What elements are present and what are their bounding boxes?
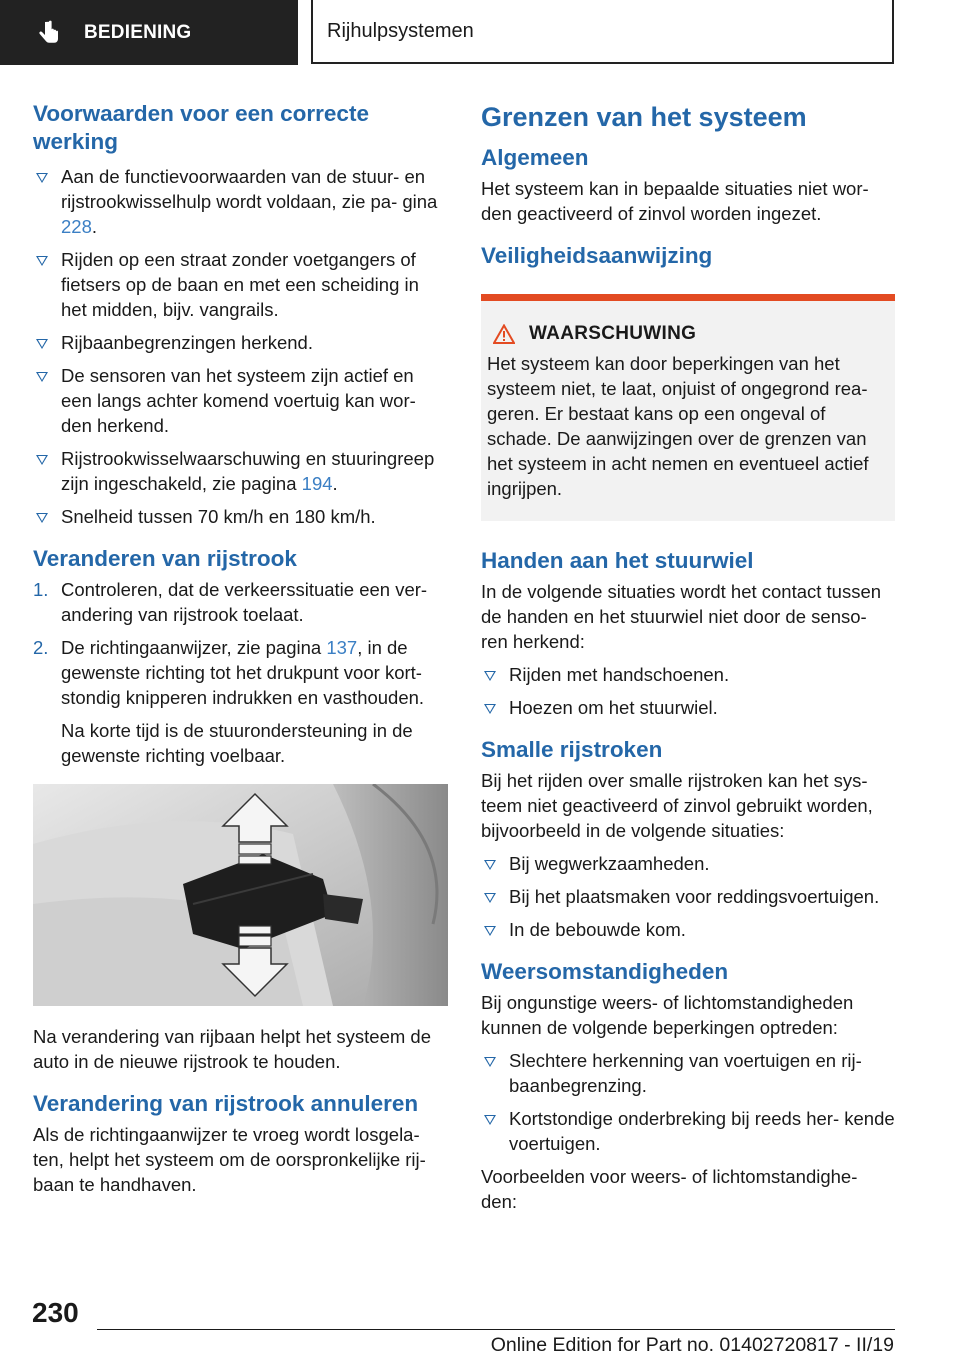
list-item: Rijstrookwisselwaarschuwing en stuuringreep zijn ingeschakeld, zie pagina 194. — [33, 446, 446, 496]
after-figure-text: Na verandering van rijbaan helpt het systeem de auto in de nieuwe rijstrook te houden. — [33, 1026, 431, 1072]
section-tab[interactable] — [0, 0, 298, 65]
list-item: Slechtere herkenning van voertuigen en rij‐ baanbegrenzing. — [481, 1048, 895, 1098]
list-item: In de bebouwde kom. — [481, 917, 895, 942]
section-label: BEDIENING — [84, 21, 192, 43]
list-item: De sensoren van het systeem zijn actief en een langs achter komend voertuig kan wor‐ den herkend. — [33, 363, 446, 438]
list-item: Rijbaanbegrenzingen herkend. — [33, 330, 446, 355]
narrow-text: Bij het rijden over smalle rijstroken kan het sys‐ teem niet geactiveerd of zinvol gebruikt worden, bijvoorbeeld in de volgende situaties: — [481, 770, 873, 841]
list-item: Bij wegwerkzaamheden. — [481, 851, 895, 876]
limits-heading: Grenzen van het systeem — [481, 102, 807, 132]
page-link[interactable]: 194 — [301, 473, 333, 494]
list-item: Kortstondige onderbreking bij reeds her‐ kende voertuigen. — [481, 1106, 895, 1156]
page-link[interactable]: 137 — [326, 637, 358, 658]
warning-text: Het systeem kan door beperkingen van het systeem niet, te laat, onjuist of ongegrond rea‐ geren. Er bestaat kans op een ongeval of schade. De aanwijzingen over de grenzen van het systeem in acht nemen en eventueel actief ingrijpen. — [487, 353, 869, 499]
list-item: Rijden op een straat zonder voetgangers of fietsers op de baan en met een scheiding in het midden, bijv. vangrails. — [33, 247, 446, 322]
hand-pointer-icon — [36, 20, 62, 46]
hands-text: In de volgende situaties wordt het contact tussen de handen en het stuurwiel niet door de senso‐ ren herkend: — [481, 581, 882, 652]
edition-text: Online Edition for Part no. 01402720817 - II/19 — [490, 1334, 894, 1356]
list-item: Hoezen om het stuurwiel. — [481, 695, 895, 720]
narrow-list — [481, 851, 895, 942]
step-note: Na korte tijd is de stuurondersteuning in de gewenste richting voelbaar. — [61, 720, 413, 766]
list-item: Rijden met handschoenen. — [481, 662, 895, 687]
warning-triangle-icon — [493, 324, 515, 344]
list-item: Snelheid tussen 70 km/h en 180 km/h. — [33, 504, 446, 529]
conditions-heading: Voorwaarden voor een correcte werking — [33, 101, 369, 154]
warning-box — [481, 294, 895, 521]
list-item: Bij het plaatsmaken voor reddingsvoertuigen. — [481, 884, 895, 909]
page-number: 230 — [32, 1297, 79, 1328]
safety-heading: Veiligheidsaanwijzing — [481, 243, 713, 268]
general-text: Het systeem kan in bepaalde situaties niet wor‐ den geactiveerd of zinvol worden ingezet. — [481, 178, 869, 224]
lane-change-heading: Veranderen van rijstrook — [33, 546, 297, 571]
weather-text: Bij ongunstige weers- of lichtomstandigheden kunnen de volgende beperkingen optreden: — [481, 992, 854, 1038]
list-item: 1. Controleren, dat de verkeerssituatie een ver‐ andering van rijstrook toelaat. — [33, 579, 428, 625]
weather-heading: Weersomstandigheden — [481, 959, 729, 984]
steps-list — [33, 577, 446, 768]
hands-list — [481, 662, 895, 720]
warning-header — [487, 323, 883, 345]
hands-heading: Handen aan het stuurwiel — [481, 548, 754, 573]
turn-signal-illustration — [33, 784, 448, 1006]
cancel-heading: Verandering van rijstrook annuleren — [33, 1091, 419, 1116]
chapter-tab[interactable] — [311, 0, 894, 64]
warning-title: WAARSCHUWING — [529, 323, 697, 344]
page-link[interactable]: 228 — [61, 216, 92, 237]
footer-divider — [97, 1329, 895, 1330]
weather-list — [481, 1048, 895, 1156]
left-column — [33, 100, 446, 1197]
list-item: 2. De richtingaanwijzer, zie pagina 137, in de gewenste richting tot het drukpunt voor kort‐ stondig knipperen indrukken en vasthouden. Na korte tijd is de stuurondersteuning in de gewenste richting voelbaar. — [33, 635, 446, 768]
general-heading: Algemeen — [481, 145, 589, 170]
page-header — [0, 0, 960, 66]
list-item: Aan de functievoorwaarden van de stuur- en rijstrookwisselhulp wordt voldaan, zie pa‐ gina 228. — [33, 164, 446, 239]
chapter-label: Rijhulpsystemen — [327, 19, 474, 42]
weather-after-text: Voorbeelden voor weers- of lichtomstandighe‐ den: — [481, 1166, 858, 1212]
conditions-list — [33, 164, 446, 529]
right-column — [481, 100, 895, 1214]
cancel-text: Als de richtingaanwijzer te vroeg wordt losgela‐ ten, helpt het systeem om de oorspronkelijke rij‐ baan te handhaven. — [33, 1124, 426, 1195]
narrow-heading: Smalle rijstroken — [481, 737, 663, 762]
